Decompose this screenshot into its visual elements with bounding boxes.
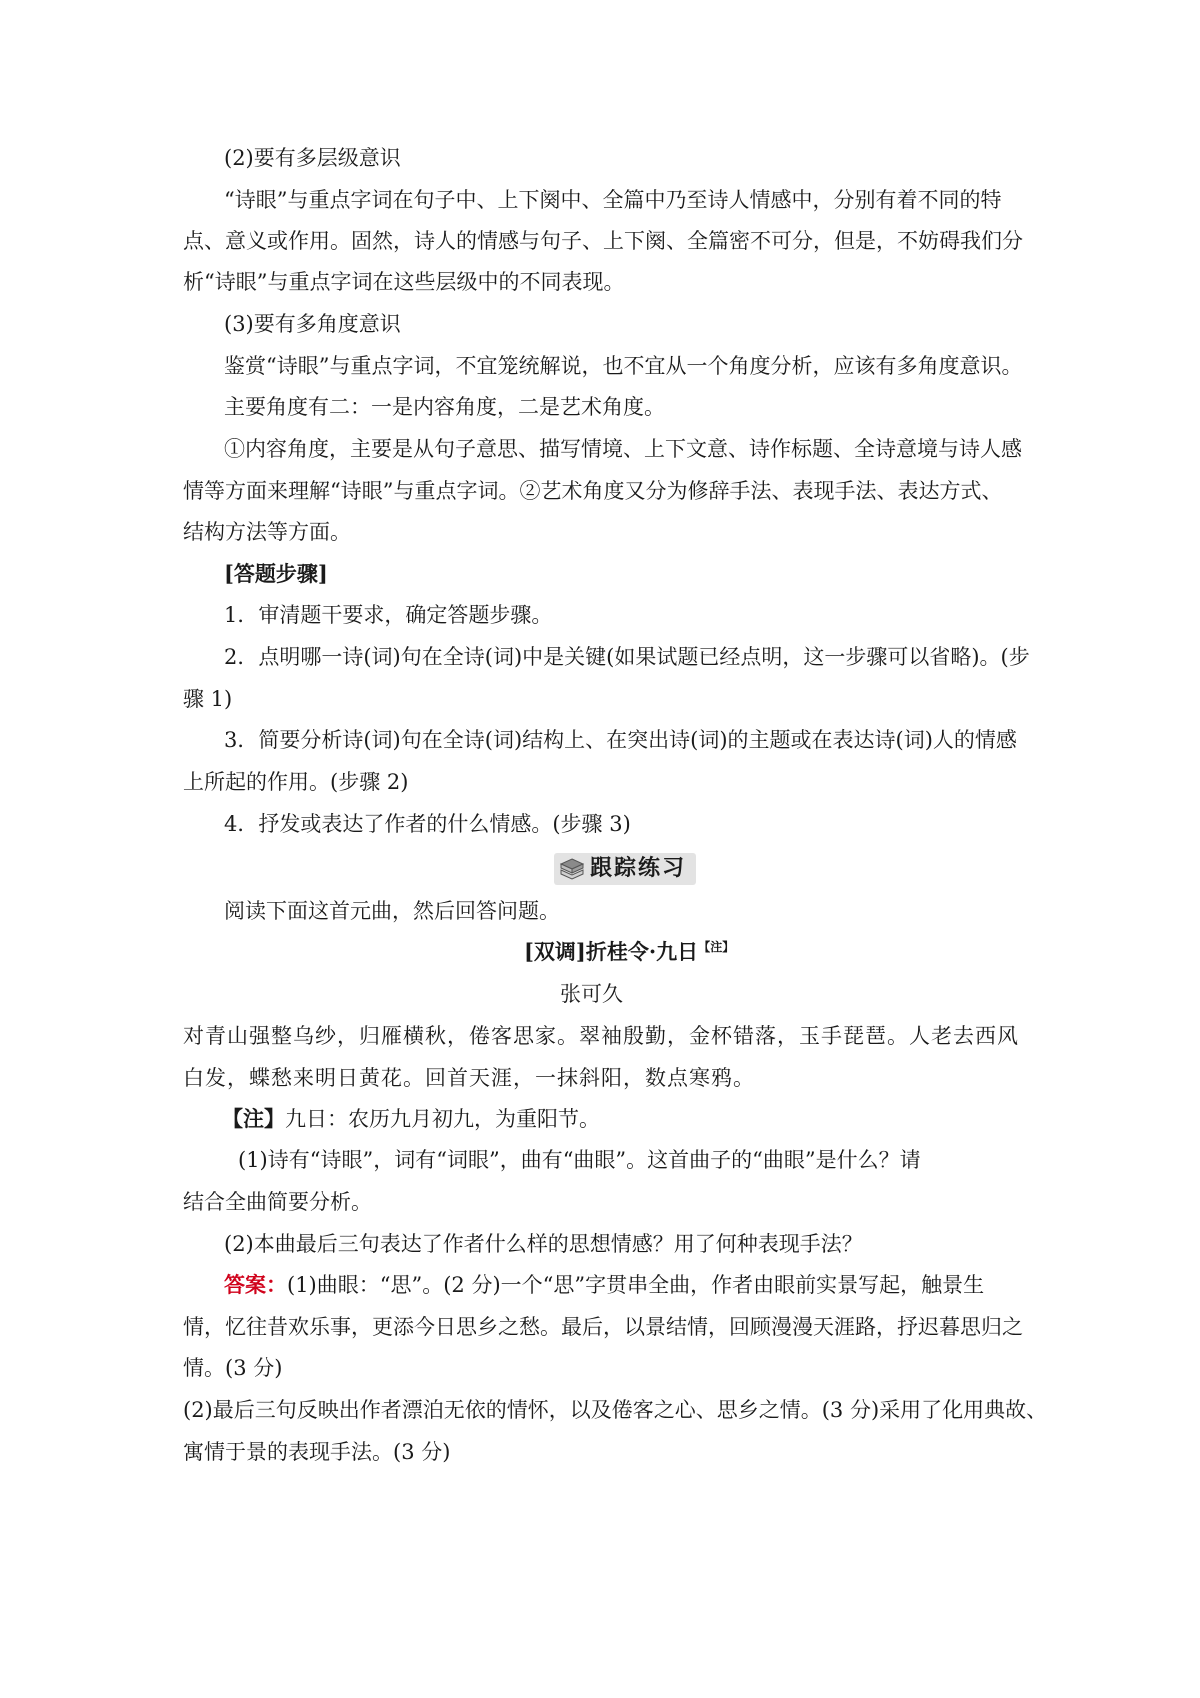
paragraph-line: 情等方面来理解“诗眼”与重点字词。②艺术角度又分为修辞手法、表现手法、表达方式、 [183, 479, 1003, 503]
paragraph-line: 析“诗眼”与重点字词在这些层级中的不同表现。 [183, 270, 625, 294]
stacked-books-icon [558, 855, 586, 883]
answer-line: 寓情于景的表现手法。(3 分) [183, 1440, 451, 1464]
step-item: 4．抒发或表达了作者的什么情感。(步骤 3) [224, 812, 631, 836]
practice-intro: 阅读下面这首元曲，然后回答问题。 [224, 899, 560, 923]
paragraph-line: ①内容角度，主要是从句子意思、描写情境、上下文意、诗作标题、全诗意境与诗人感 [224, 437, 1022, 461]
section-heading-multilevel: (2)要有多层级意识 [224, 146, 401, 170]
poem-author: 张可久 [560, 982, 623, 1006]
step-item-continuation: 上所起的作用。(步骤 2) [183, 770, 409, 794]
answer-line: 情，忆往昔欢乐事，更添今日思乡之愁。最后，以景结情，回顾漫漫天涯路，抒迟暮思归之 [183, 1315, 1023, 1339]
step-item: 3．简要分析诗(词)句在全诗(词)结构上、在突出诗(词)的主题或在表达诗(词)人的情感 [224, 728, 1017, 752]
paragraph-line: 主要角度有二：一是内容角度，二是艺术角度。 [224, 395, 665, 419]
step-item: 2．点明哪一诗(词)句在全诗(词)中是关键(如果试题已经点明，这一步骤可以省略)。(步 [224, 645, 1030, 669]
answer-line: (2)最后三句反映出作者漂泊无依的情怀，以及倦客之心、思乡之情。(3 分)采用了化用典故、 [183, 1398, 1048, 1422]
section-heading-multiangle: (3)要有多角度意识 [224, 312, 401, 336]
steps-heading: [答题步骤] [224, 561, 328, 586]
poem-line: 白发，蝶愁来明日黄花。回首天涯，一抹斜阳，数点寒鸦。 [183, 1066, 755, 1090]
answer-label: 答案： [224, 1272, 287, 1297]
answer-line: 情。(3 分) [183, 1356, 283, 1380]
note-text: 九日：农历九月初九，为重阳节。 [285, 1107, 600, 1131]
question-1-continuation: 结合全曲简要分析。 [183, 1190, 372, 1214]
poem-title-note: 【注】 [698, 940, 735, 954]
question-2: (2)本曲最后三句表达了作者什么样的思想情感？用了何种表现手法？ [224, 1232, 863, 1256]
step-item: 1．审清题干要求，确定答题步骤。 [224, 603, 553, 627]
step-item-continuation: 骤 1) [183, 687, 233, 711]
answer-text: (1)曲眼：“思”。(2 分)一个“思”字贯串全曲，作者由眼前实景写起，触景生 [287, 1273, 985, 1297]
paragraph-line: 结构方法等方面。 [183, 520, 351, 544]
practice-banner [554, 853, 696, 885]
paragraph-line: “诗眼”与重点字词在句子中、上下阕中、全篇中乃至诗人情感中，分别有着不同的特 [224, 188, 1002, 212]
poem-title [524, 938, 734, 966]
poem-note [222, 1105, 600, 1133]
answer-line [224, 1271, 984, 1299]
question-1: (1)诗有“诗眼”，词有“词眼”，曲有“曲眼”。这首曲子的“曲眼”是什么？请 [238, 1148, 921, 1172]
paragraph-line: 鉴赏“诗眼”与重点字词，不宜笼统解说，也不宜从一个角度分析，应该有多角度意识。 [224, 354, 1023, 378]
note-label: 【注】 [222, 1106, 285, 1131]
poem-title-text: [双调]折桂令·九日 [524, 939, 699, 964]
paragraph-line: 点、意义或作用。固然，诗人的情感与句子、上下阕、全篇密不可分，但是，不妨碍我们分 [183, 229, 1023, 253]
banner-label: 跟踪练习 [590, 856, 687, 881]
poem-line: 对青山强整乌纱，归雁横秋，倦客思家。翠袖殷勤，金杯错落，玉手琵琶。人老去西风 [183, 1024, 1019, 1048]
